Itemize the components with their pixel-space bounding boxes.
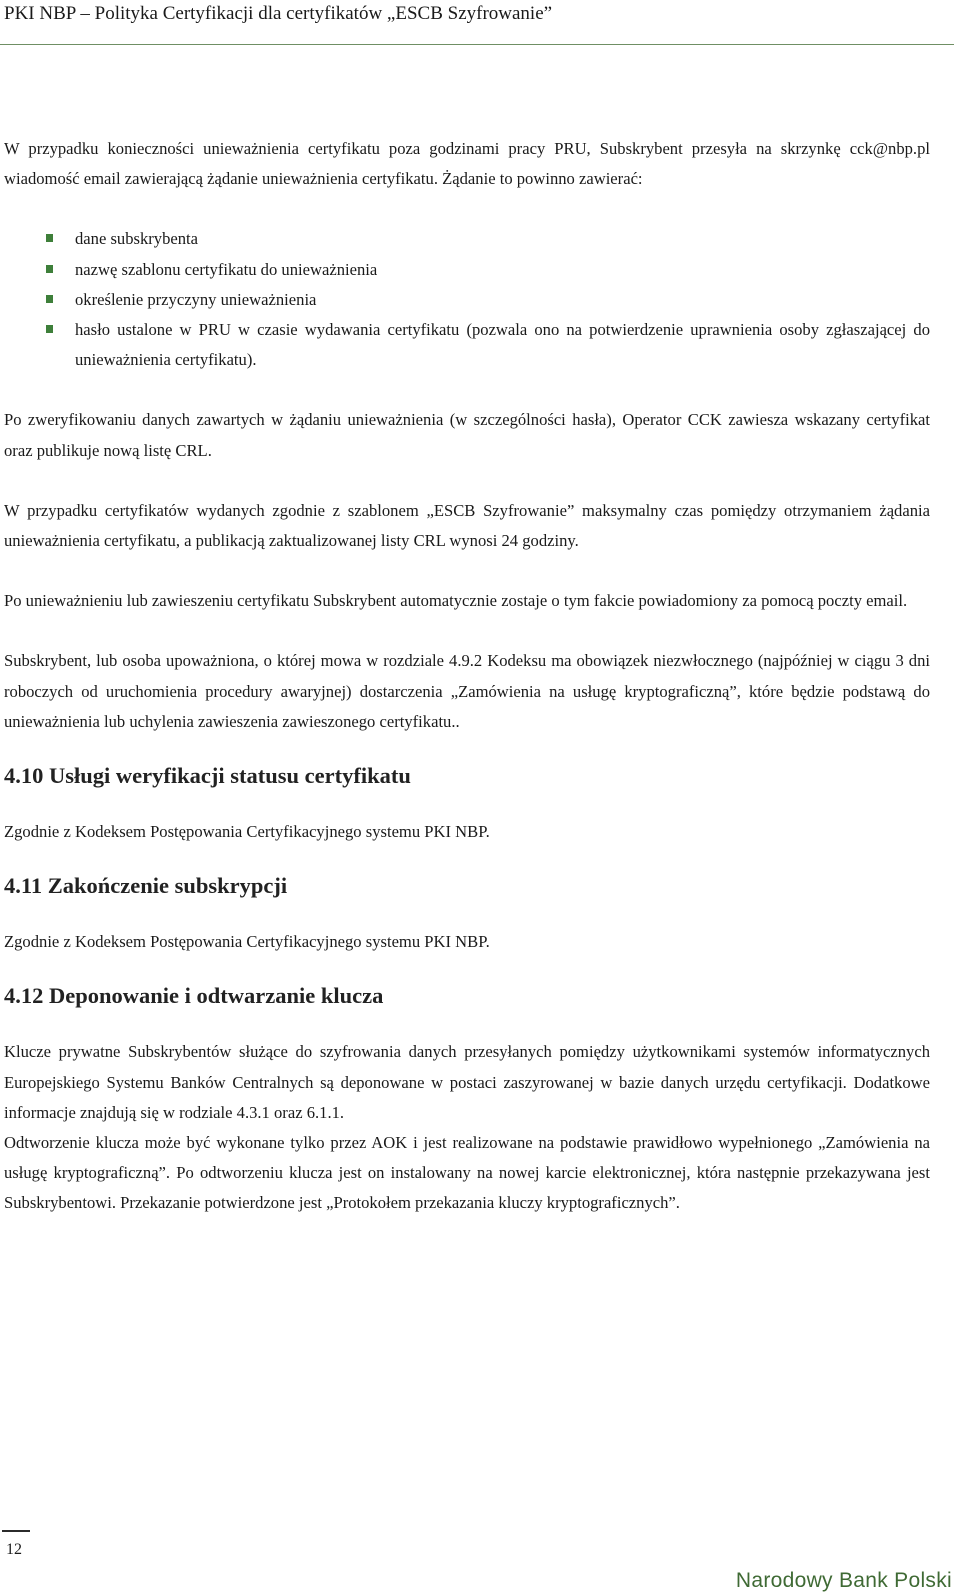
page-number: 12 <box>6 1541 22 1558</box>
section-body: Zgodnie z Kodeksem Postępowania Certyfikacyjnego systemu PKI NBP. <box>4 932 490 952</box>
section-body: Odtworzenie klucza może być wykonane tylko przez AOK i jest realizowane na podstawie prawidłowo wypełnionego „Zamówienia na usługę kryptograficzną”. Po odtworzeniu klucza jest on instalowany na nowej karcie elektronicznej, która następnie przekazywana jest Subskrybentowi. Przekazanie potwierdzone jest „Protokołem przekazania kluczy kryptograficznych”. <box>4 1133 930 1213</box>
intro-paragraph: W przypadku konieczności unieważnienia certyfikatu poza godzinami pracy PRU, Subskrybent przesyła na skrzynkę cck@nbp.pl wiadomość email zawierającą żądanie unieważnienia certyfikatu. Żądanie to powinno zawierać: <box>4 139 930 189</box>
section-heading: 4.12 Deponowanie i odtwarzanie klucza <box>4 983 384 1009</box>
list-item <box>4 255 930 285</box>
list-item <box>4 315 930 375</box>
square-bullet-icon <box>46 295 53 303</box>
paragraph: W przypadku certyfikatów wydanych zgodnie z szablonem „ESCB Szyfrowanie” maksymalny czas pomiędzy otrzymaniem żądania unieważnienia certyfikatu, a publikacją zaktualizowanej listy CRL wynosi 24 godziny. <box>4 500 930 551</box>
list-item <box>4 285 930 315</box>
list-item-text: nazwę szablonu certyfikatu do unieważnienia <box>75 259 378 279</box>
square-bullet-icon <box>46 265 53 273</box>
paragraph: Po unieważnieniu lub zawieszeniu certyfikatu Subskrybent automatycznie zostaje o tym fakcie powiadomiony za pomocą poczty email. <box>4 591 908 611</box>
document-title: PKI NBP – Polityka Certyfikacji dla certyfikatów „ESCB Szyfrowanie” <box>4 3 553 24</box>
list-item-text: hasło ustalone w PRU w czasie wydawania certyfikatu (pozwala ono na potwierdzenie uprawnienia osoby zgłaszającej do unieważnienia certyfikatu). <box>75 320 930 370</box>
paragraph: Po zweryfikowaniu danych zawartych w żądaniu unieważnienia (w szczególności hasła), Operator CCK zawiesza wskazany certyfikat oraz publikuje nową listę CRL. <box>4 410 930 460</box>
square-bullet-icon <box>46 325 53 333</box>
main-content <box>4 134 930 1219</box>
list-item-text: dane subskrybenta <box>75 229 199 249</box>
section-heading: 4.10 Usługi weryfikacji statusu certyfikatu <box>4 763 411 789</box>
list-item <box>4 224 930 254</box>
bullet-list <box>4 224 930 375</box>
square-bullet-icon <box>46 234 53 242</box>
list-item-text: określenie przyczyny unieważnienia <box>75 289 317 309</box>
page-header <box>0 0 954 45</box>
section-body: Klucze prywatne Subskrybentów służące do szyfrowania danych przesyłanych pomiędzy użytkownikami systemów informatycznych Europejskiego Systemu Banków Centralnych są deponowane w postaci zaszyrowanej w bazie danych urzędu certyfikacji. Dodatkowe informacje znajdują się w rodziale 4.3.1 oraz 6.1.1. <box>4 1042 930 1122</box>
page-number-box <box>2 1530 30 1568</box>
paragraph: Subskrybent, lub osoba upoważniona, o której mowa w rozdziale 4.9.2 Kodeksu ma obowiązek niezwłocznego (najpóźniej w ciągu 3 dni roboczych od uruchomienia procedury awaryjnej) dostarczenia „Zamówienia na usługę kryptograficzną”, które będzie podstawą do unieważnienia lub uchylenia zawieszenia zawieszonego certyfikatu.. <box>4 651 930 731</box>
section-heading: 4.11 Zakończenie subskrypcji <box>4 873 288 899</box>
bank-logo: Narodowy Bank Polski <box>735 1569 952 1592</box>
section-body: Zgodnie z Kodeksem Postępowania Certyfikacyjnego systemu PKI NBP. <box>4 822 490 842</box>
